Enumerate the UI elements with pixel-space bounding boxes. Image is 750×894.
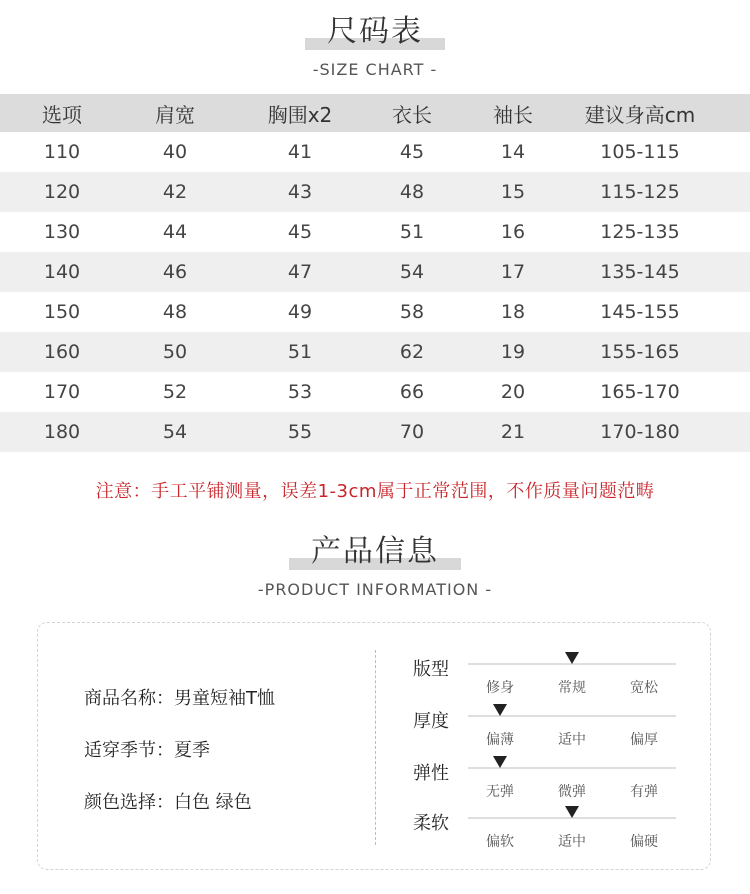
scale-option: 有弹 [630, 784, 658, 800]
scale-option: 常规 [558, 680, 586, 696]
table-cell: 45 [399, 141, 425, 163]
attribute-label: 弹性 [413, 763, 449, 784]
table-cell: 170 [43, 381, 81, 403]
table-cell: 155-165 [600, 341, 680, 363]
product-info-title: 产品信息 [311, 534, 439, 569]
product-name-label: 商品名称： [84, 688, 174, 709]
table-cell: 62 [399, 341, 425, 363]
header-cell-chest: 胸围x2 [267, 102, 333, 127]
size-chart-subtitle: -SIZE CHART - [312, 60, 438, 79]
table-cell: 110 [43, 141, 81, 163]
table-cell: 48 [162, 301, 188, 323]
table-cell: 54 [162, 421, 188, 443]
scale-option: 无弹 [486, 784, 514, 800]
header-cell-shoulder: 肩宽 [155, 102, 195, 127]
scale-option: 偏硬 [630, 834, 658, 850]
table-cell: 170-180 [600, 421, 680, 443]
table-cell: 16 [500, 221, 526, 243]
scale-option: 修身 [486, 680, 514, 696]
table-cell: 120 [43, 181, 81, 203]
selected-marker-icon [493, 704, 507, 716]
attribute-label: 厚度 [413, 711, 449, 732]
season-label: 适穿季节： [84, 740, 174, 761]
size-chart-heading [0, 12, 750, 79]
table-cell: 145-155 [600, 301, 680, 323]
table-cell: 14 [500, 141, 526, 163]
table-row [0, 412, 750, 452]
table-cell: 21 [500, 421, 526, 443]
table-cell: 115-125 [600, 181, 680, 203]
product-info-heading [0, 532, 750, 599]
table-cell: 165-170 [600, 381, 680, 403]
table-cell: 44 [162, 221, 188, 243]
table-cell: 50 [162, 341, 188, 363]
table-cell: 150 [43, 301, 81, 323]
table-cell: 58 [399, 301, 425, 323]
attribute-label: 柔软 [413, 813, 449, 834]
size-table [0, 94, 750, 452]
size-table-header-row [0, 94, 750, 132]
table-cell: 105-115 [600, 141, 680, 163]
table-cell: 51 [287, 341, 313, 363]
color-line [84, 788, 252, 814]
table-row [0, 372, 750, 412]
product-info-title-wrap [289, 532, 461, 572]
size-chart-title-wrap [305, 12, 445, 52]
product-name-value: 男童短袖T恤 [174, 688, 275, 709]
table-cell: 43 [287, 181, 313, 203]
info-divider [375, 650, 376, 845]
header-cell-option: 选项 [42, 102, 82, 127]
table-cell: 125-135 [600, 221, 680, 243]
table-row [0, 132, 750, 172]
table-cell: 135-145 [600, 261, 680, 283]
table-row [0, 332, 750, 372]
table-cell: 180 [43, 421, 81, 443]
table-cell: 42 [162, 181, 188, 203]
product-name-line [84, 684, 275, 710]
table-cell: 70 [399, 421, 425, 443]
table-cell: 40 [162, 141, 188, 163]
table-cell: 45 [287, 221, 313, 243]
table-cell: 47 [287, 261, 313, 283]
table-cell: 41 [287, 141, 313, 163]
attribute-label: 版型 [413, 659, 449, 680]
scale-option: 偏薄 [486, 732, 514, 748]
table-row [0, 252, 750, 292]
table-cell: 15 [500, 181, 526, 203]
table-cell: 49 [287, 301, 313, 323]
table-row [0, 212, 750, 252]
measurement-note: 注意：手工平铺测量，误差1-3cm属于正常范围，不作质量问题范畴 [95, 481, 655, 502]
table-cell: 160 [43, 341, 81, 363]
table-cell: 55 [287, 421, 313, 443]
table-cell: 53 [287, 381, 313, 403]
scale-option: 微弹 [558, 784, 586, 800]
table-cell: 51 [399, 221, 425, 243]
scale-option: 宽松 [630, 680, 658, 696]
table-row [0, 292, 750, 332]
color-value: 白色 绿色 [174, 792, 252, 813]
table-cell: 18 [500, 301, 526, 323]
season-value: 夏季 [174, 740, 210, 761]
header-cell-sleeve: 袖长 [493, 102, 533, 127]
table-cell: 48 [399, 181, 425, 203]
table-cell: 52 [162, 381, 188, 403]
table-cell: 17 [500, 261, 526, 283]
selected-marker-icon [565, 806, 579, 818]
scale-option: 适中 [558, 732, 586, 748]
product-info-subtitle: -PRODUCT INFORMATION - [257, 580, 493, 599]
selected-marker-icon [493, 756, 507, 768]
season-line [84, 736, 210, 762]
table-cell: 130 [43, 221, 81, 243]
table-cell: 46 [162, 261, 188, 283]
table-cell: 66 [399, 381, 425, 403]
table-cell: 19 [500, 341, 526, 363]
header-cell-height: 建议身高cm [584, 102, 696, 127]
scale-option: 适中 [558, 834, 586, 850]
table-cell: 20 [500, 381, 526, 403]
header-cell-length: 衣长 [392, 102, 432, 127]
size-chart-title: 尺码表 [327, 14, 423, 49]
color-label: 颜色选择： [84, 792, 174, 813]
table-row [0, 172, 750, 212]
table-cell: 54 [399, 261, 425, 283]
selected-marker-icon [565, 652, 579, 664]
table-cell: 140 [43, 261, 81, 283]
scale-option: 偏厚 [630, 732, 658, 748]
scale-option: 偏软 [486, 834, 514, 850]
